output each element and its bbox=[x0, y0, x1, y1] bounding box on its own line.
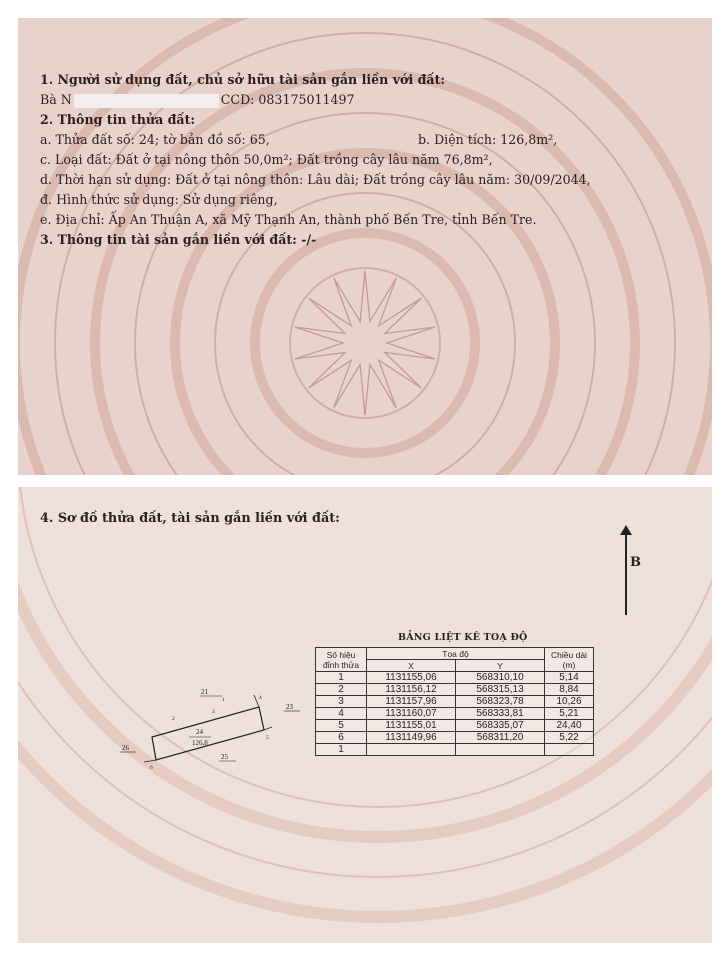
cell-length: 24,40 bbox=[545, 720, 594, 732]
vertex-3: 3 bbox=[212, 709, 215, 715]
table-row bbox=[316, 732, 594, 744]
parcel-number: a. Thửa đất số: 24; tờ bản đồ số: 65, bbox=[40, 132, 270, 147]
north-arrow bbox=[614, 525, 644, 615]
vertex-5: 5 bbox=[266, 735, 269, 741]
owner-id: CCD: 083175011497 bbox=[220, 92, 355, 107]
table-row bbox=[316, 744, 594, 756]
certificate-page-top bbox=[18, 18, 712, 475]
usage-term: d. Thời hạn sử dụng: Đất ở tại nông thôn: Lâu dài; Đất trồng cây lâu năm: 30/09/2044, bbox=[40, 172, 591, 187]
section1-heading: 1. Người sử dụng đất, chủ sở hữu tài sản gắn liền với đất: bbox=[40, 72, 446, 87]
col-y-header: Y bbox=[456, 660, 545, 672]
land-type: c. Loại đất: Đất ở tại nông thôn 50,0m²; Đất trồng cây lâu năm 76,8m², bbox=[40, 152, 493, 167]
cell-point: 4 bbox=[316, 708, 367, 720]
cell-point: 5 bbox=[316, 720, 367, 732]
cell-y: 568333,81 bbox=[456, 708, 545, 720]
cell-x bbox=[367, 744, 456, 756]
owner-line bbox=[40, 90, 700, 110]
cell-y: 568315,13 bbox=[456, 684, 545, 696]
cell-x: 1131156,12 bbox=[367, 684, 456, 696]
cell-length: 5,14 bbox=[545, 672, 594, 684]
cell-x: 1131160,07 bbox=[367, 708, 456, 720]
col-x-header: X bbox=[367, 660, 456, 672]
section4-heading: 4. Sơ đồ thửa đất, tài sản gắn liền với đất: bbox=[40, 511, 340, 526]
north-label: B bbox=[630, 555, 641, 570]
cell-length: 8,84 bbox=[545, 684, 594, 696]
section2-heading: 2. Thông tin thửa đất: bbox=[40, 112, 196, 127]
cell-y: 568311,20 bbox=[456, 732, 545, 744]
coordinate-table bbox=[315, 647, 594, 756]
cell-point: 1 bbox=[316, 672, 367, 684]
neighbor-top-label: 21 bbox=[201, 688, 208, 696]
col-length-header: Chiều dài (m) bbox=[545, 648, 594, 672]
owner-prefix: Bà N bbox=[40, 92, 72, 107]
cell-y: 568323,78 bbox=[456, 696, 545, 708]
table-row bbox=[316, 696, 594, 708]
table-row bbox=[316, 720, 594, 732]
col-coord-header: Tọa độ bbox=[367, 648, 545, 660]
parcel-area: b. Diện tích: 126,8m², bbox=[418, 132, 558, 147]
cell-x: 1131149,96 bbox=[367, 732, 456, 744]
col-point-header: Số hiệu đỉnh thửa bbox=[316, 648, 367, 672]
cell-y: 568335,07 bbox=[456, 720, 545, 732]
vertex-1: 1 bbox=[222, 697, 225, 703]
parcel-number-label: 24 bbox=[196, 728, 203, 736]
usage-form: đ. Hình thức sử dụng: Sử dụng riêng, bbox=[40, 192, 278, 207]
cell-point: 1 bbox=[316, 744, 367, 756]
cell-point: 2 bbox=[316, 684, 367, 696]
cell-x: 1131155,01 bbox=[367, 720, 456, 732]
table-row bbox=[316, 672, 594, 684]
cell-length: 10,26 bbox=[545, 696, 594, 708]
vertex-4: 4 bbox=[259, 695, 262, 701]
cell-point: 6 bbox=[316, 732, 367, 744]
neighbor-left-label: 26 bbox=[122, 744, 129, 752]
vertex-2: 2 bbox=[172, 716, 175, 722]
parcel-sketch bbox=[104, 677, 324, 787]
neighbor-bottom-label: 25 bbox=[221, 753, 228, 761]
cell-x: 1131155,06 bbox=[367, 672, 456, 684]
cell-length bbox=[545, 744, 594, 756]
cell-y: 568310,10 bbox=[456, 672, 545, 684]
table-row bbox=[316, 708, 594, 720]
cell-point: 3 bbox=[316, 696, 367, 708]
coordinate-table-title: BẢNG LIỆT KÊ TOẠ ĐỘ bbox=[398, 632, 528, 643]
vertex-6: 6 bbox=[150, 765, 153, 771]
redacted-owner-name bbox=[74, 94, 219, 108]
cell-x: 1131157,96 bbox=[367, 696, 456, 708]
table-row bbox=[316, 684, 594, 696]
address: e. Địa chỉ: Ấp An Thuận A, xã Mỹ Thạnh An, thành phố Bến Tre, tỉnh Bến Tre. bbox=[40, 212, 537, 227]
certificate-page-bottom bbox=[18, 487, 712, 943]
parcel-info-line bbox=[40, 130, 700, 150]
cell-length: 5,21 bbox=[545, 708, 594, 720]
parcel-area-label: 126,8 bbox=[192, 739, 208, 747]
cell-y bbox=[456, 744, 545, 756]
cell-length: 5,22 bbox=[545, 732, 594, 744]
neighbor-right-label: 23 bbox=[286, 703, 293, 711]
section3-heading: 3. Thông tin tài sản gắn liền với đất: -/- bbox=[40, 232, 317, 247]
